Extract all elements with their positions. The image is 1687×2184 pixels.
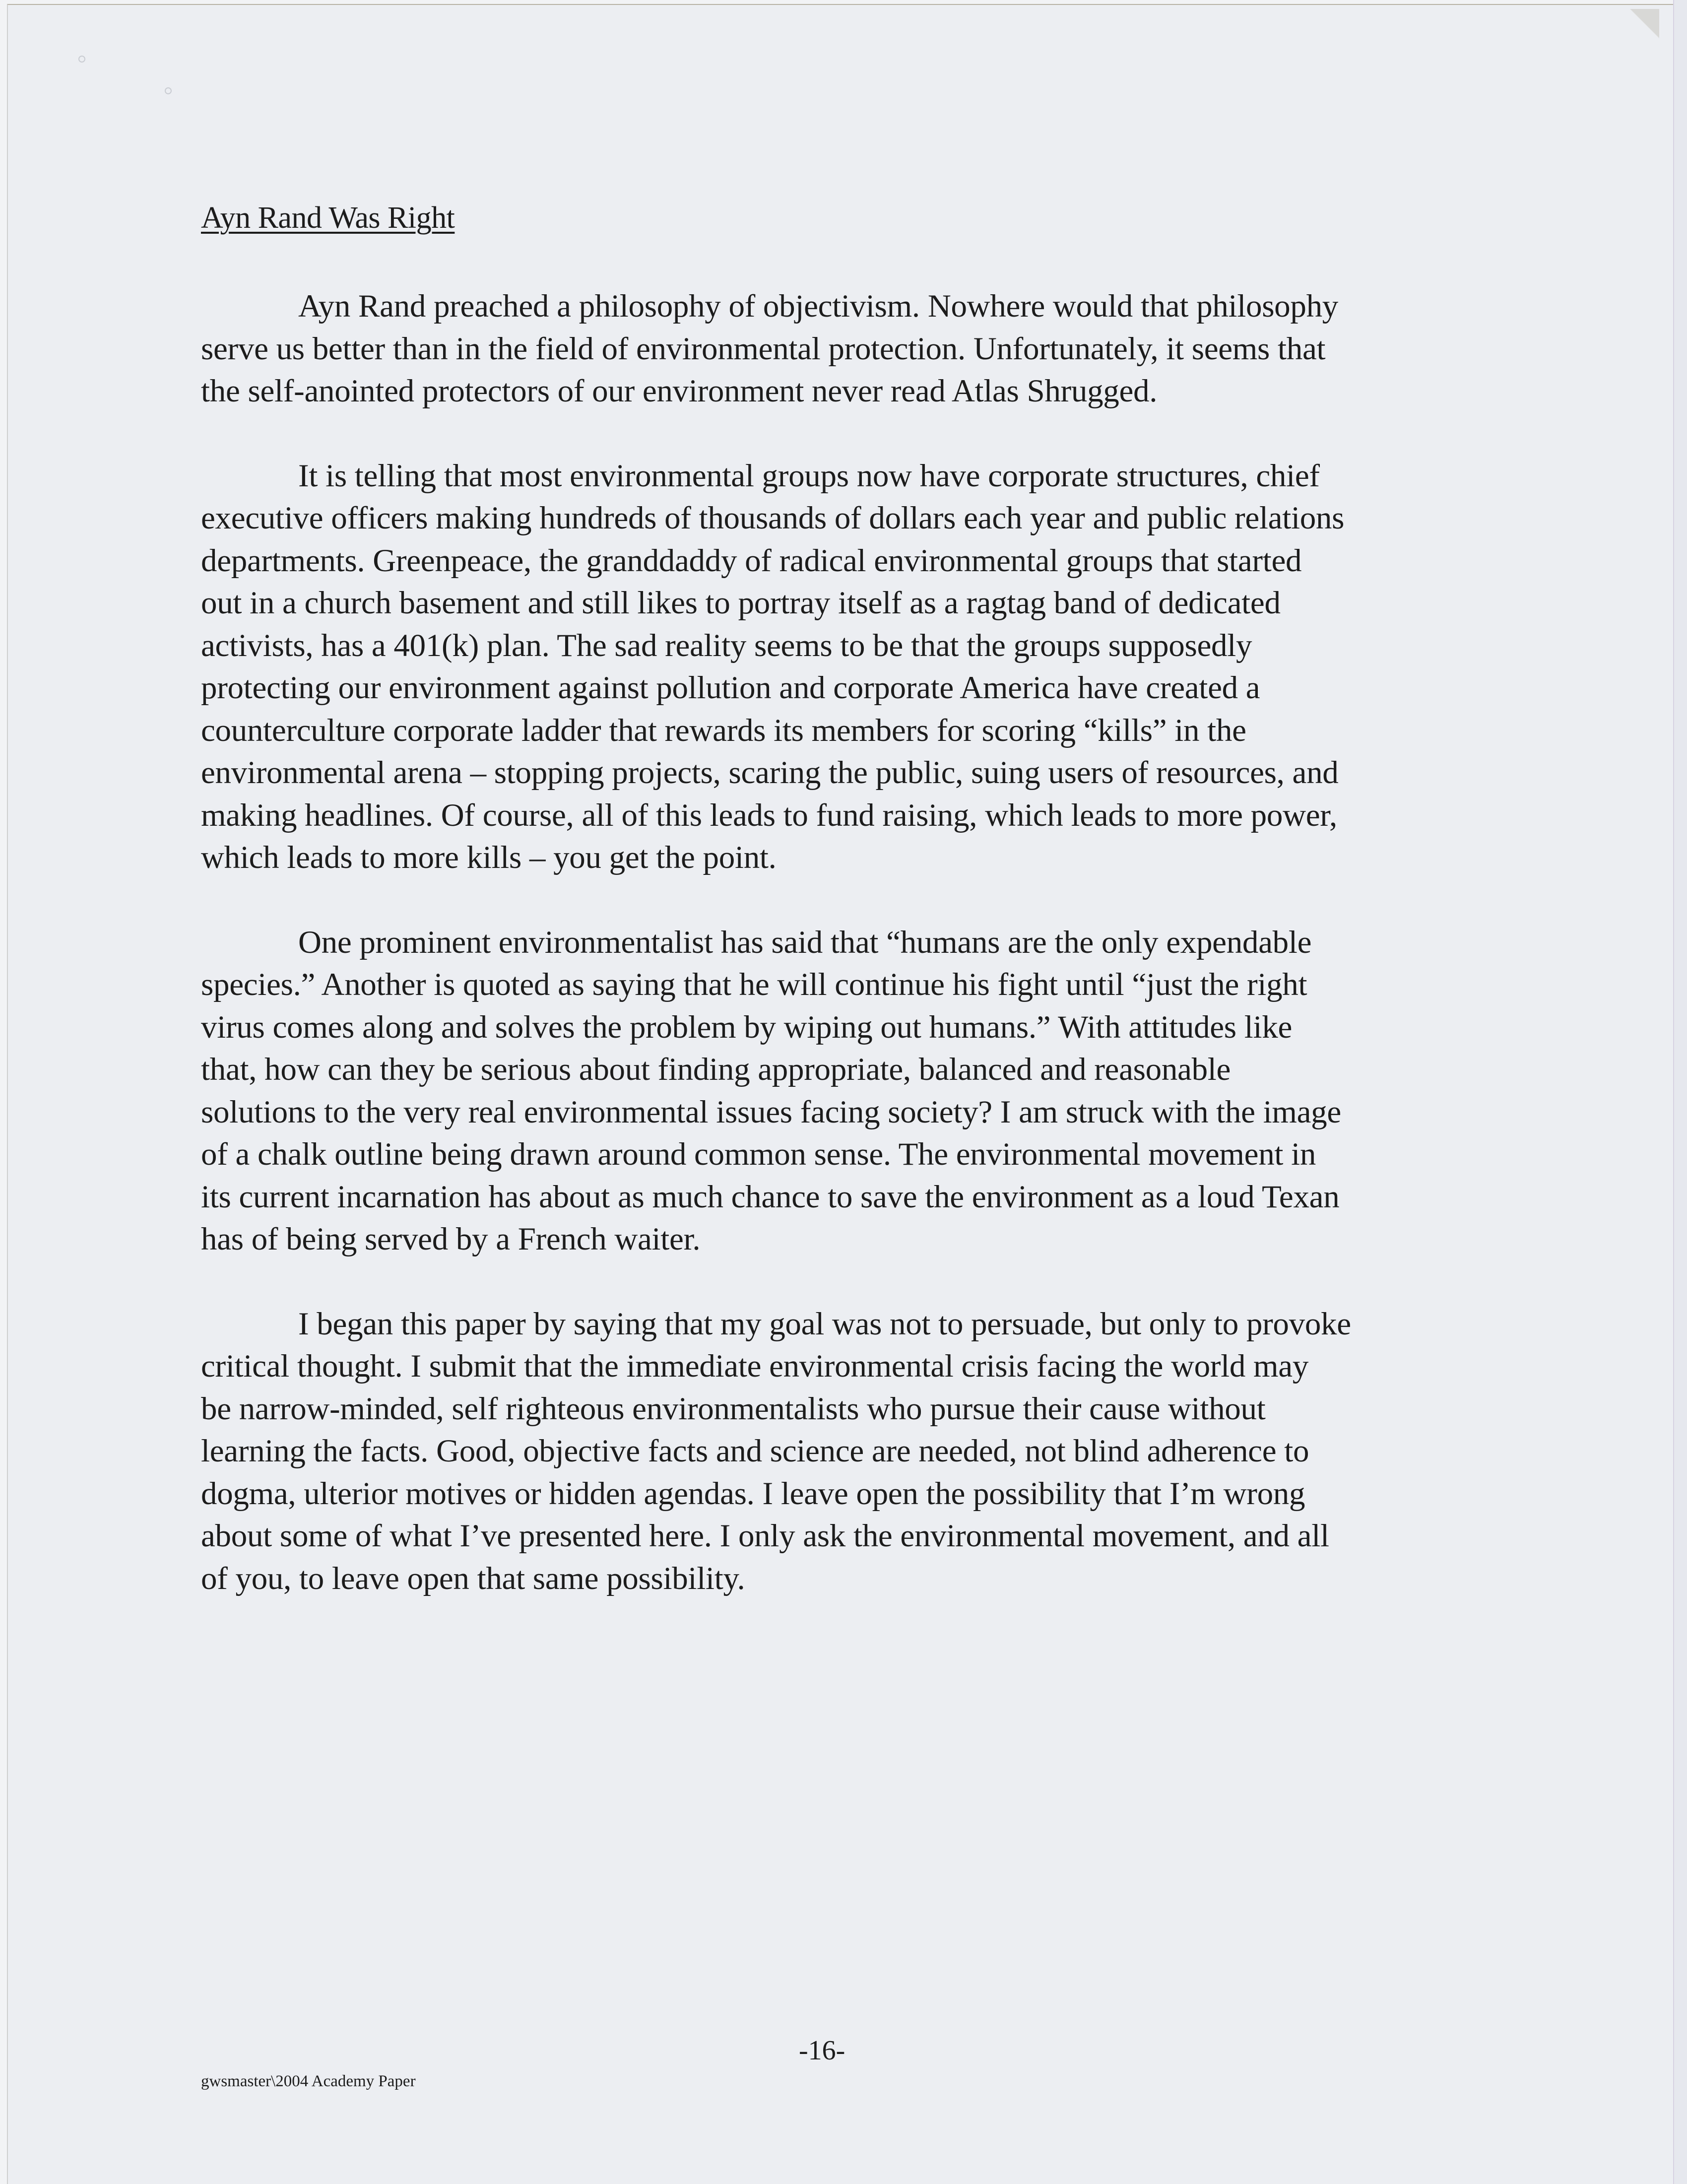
text-line: that, how can they be serious about finding appropriate, balanced and reasonable (201, 1052, 1231, 1087)
text-line: be narrow-minded, self righteous environmentalists who pursue their cause without (201, 1390, 1266, 1427)
document-body (201, 285, 1491, 1642)
text-line: of you, to leave open that same possibility. (201, 1560, 745, 1596)
text-line: protecting our environment against pollution and corporate America have created a (201, 670, 1260, 706)
text-line: its current incarnation has about as much chance to save the environment as a loud Texan (201, 1179, 1340, 1215)
text-line: It is telling that most environmental groups now have corporate structures, chief (298, 458, 1320, 494)
page-number: -16- (799, 2035, 845, 2066)
paragraph-1 (201, 285, 1491, 413)
text-line: out in a church basement and still likes to portray itself as a ragtag band of dedicated (201, 585, 1281, 621)
text-line: about some of what I’ve presented here. I only ask the environmental movement, and all (201, 1518, 1329, 1554)
text-line: the self-anointed protectors of our environment never read Atlas Shrugged. (201, 373, 1158, 409)
text-line: serve us better than in the field of environmental protection. Unfortunately, it seems that (201, 331, 1326, 367)
text-line: learning the facts. Good, objective facts and science are needed, not blind adherence to (201, 1433, 1309, 1469)
footer-file-path: gwsmaster\2004 Academy Paper (201, 2072, 416, 2090)
text-line: solutions to the very real environmental issues facing society? I am struck with the image (201, 1094, 1341, 1130)
text-line: dogma, ulterior motives or hidden agendas. I leave open the possibility that I’m wrong (201, 1475, 1305, 1512)
document-title: Ayn Rand Was Right (201, 201, 455, 235)
text-line: species.” Another is quoted as saying that he will continue his fight until “just the right (201, 967, 1307, 1002)
text-line: environmental arena – stopping projects, scaring the public, suing users of resources, and (201, 755, 1339, 791)
text-line: which leads to more kills – you get the point. (201, 840, 777, 875)
paragraph-3 (201, 922, 1491, 1261)
paragraph-4 (201, 1303, 1491, 1600)
text-line: virus comes along and solves the problem by wiping out humans.” With attitudes like (201, 1009, 1293, 1045)
paper-mark (78, 56, 85, 63)
text-line: One prominent environmentalist has said that “humans are the only expendable (298, 924, 1312, 960)
text-line: departments. Greenpeace, the granddaddy of radical environmental groups that started (201, 542, 1302, 579)
text-line: has of being served by a French waiter. (201, 1221, 701, 1257)
text-line: making headlines. Of course, all of this leads to fund raising, which leads to more power, (201, 797, 1337, 833)
scanner-edge (1673, 0, 1687, 2184)
text-line: executive officers making hundreds of thousands of dollars each year and public relations (201, 500, 1345, 536)
text-line: I began this paper by saying that my goal was not to persuade, but only to provoke (298, 1306, 1351, 1342)
text-line: critical thought. I submit that the immediate environmental crisis facing the world may (201, 1348, 1309, 1384)
text-line: activists, has a 401(k) plan. The sad reality seems to be that the groups supposedly (201, 627, 1252, 663)
text-line: of a chalk outline being drawn around common sense. The environmental movement in (201, 1136, 1316, 1172)
text-line: counterculture corporate ladder that rewards its members for scoring “kills” in the (201, 712, 1246, 748)
text-line: Ayn Rand preached a philosophy of objectivism. Nowhere would that philosophy (298, 288, 1338, 324)
folded-corner (1629, 9, 1659, 39)
paper-mark (165, 87, 172, 94)
paragraph-2 (201, 455, 1491, 879)
